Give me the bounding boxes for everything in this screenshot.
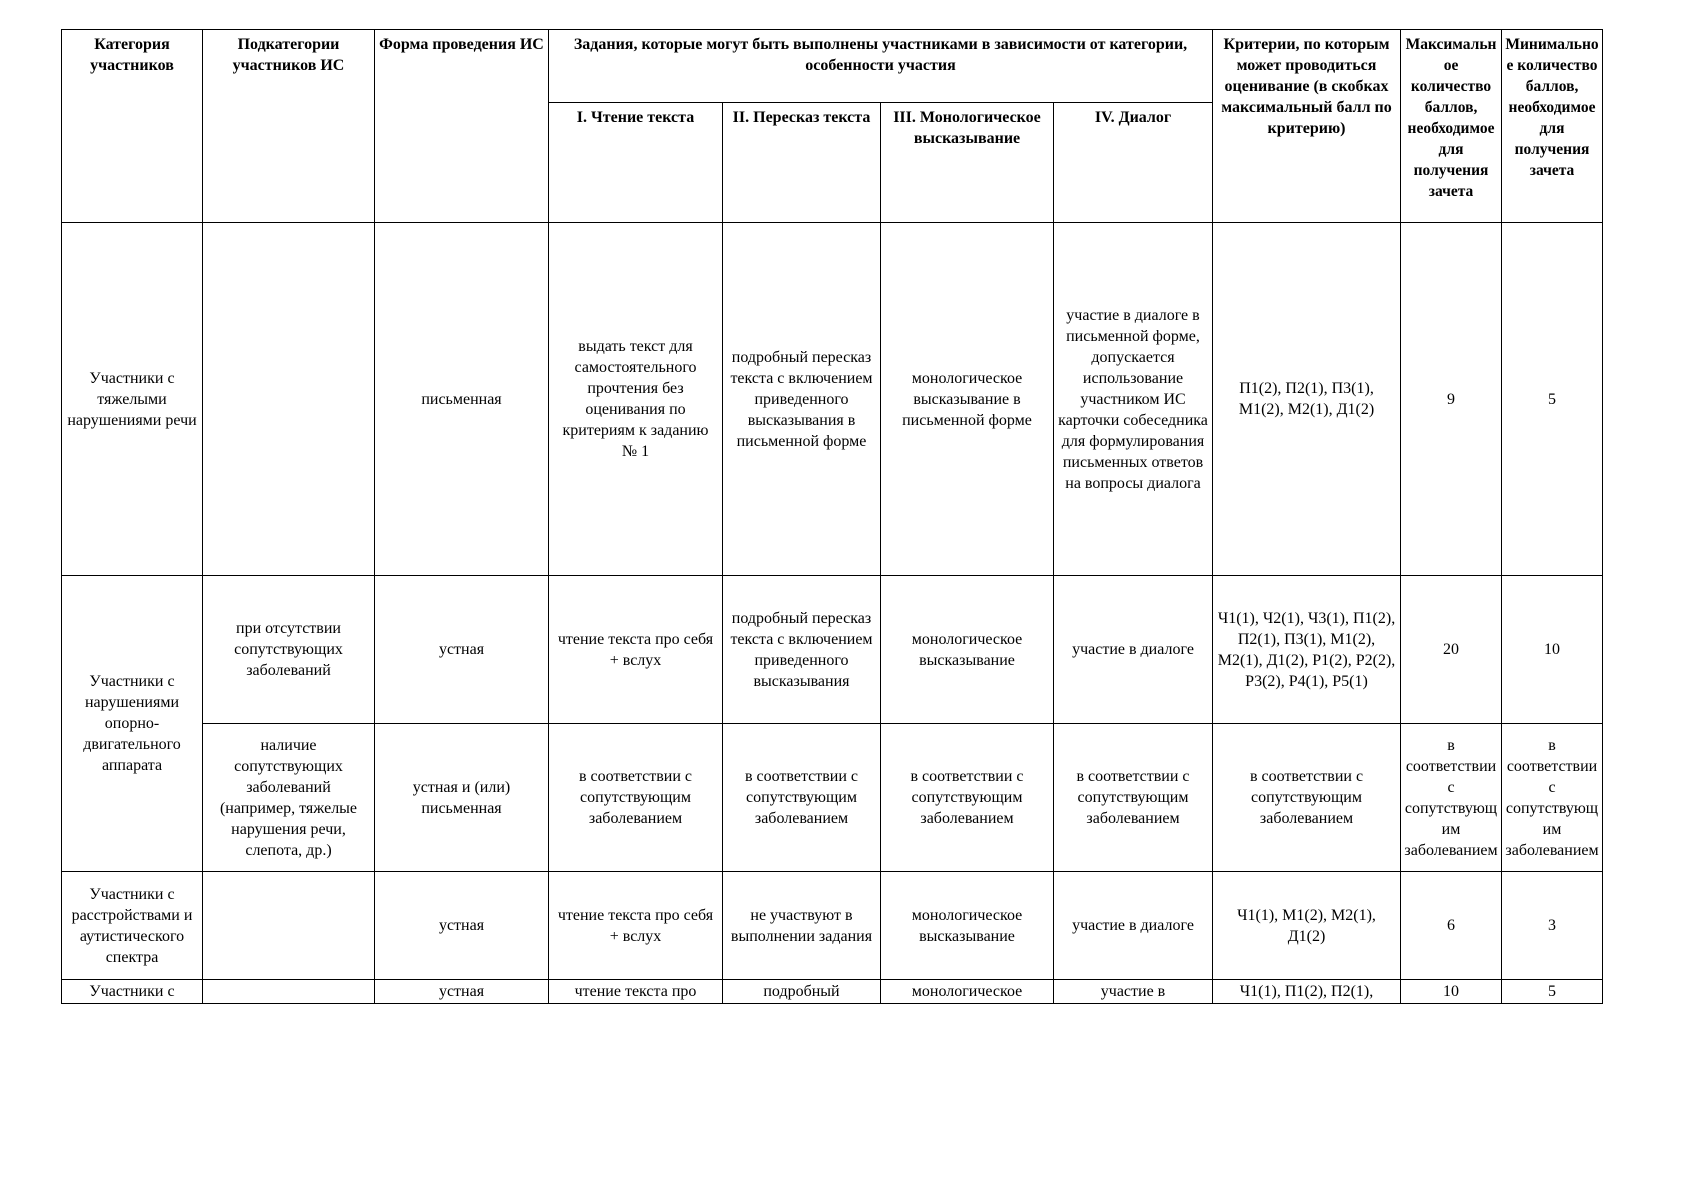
cell-monologue: монологическое высказывание в письменной форме	[881, 223, 1054, 576]
cell-reading: чтение текста про себя + вслух	[549, 872, 723, 980]
cell-form: устная	[375, 980, 549, 1004]
cell-retelling: в соответствии с сопутствующим заболеванием	[723, 724, 881, 872]
cell-reading: чтение текста про	[549, 980, 723, 1004]
cell-retelling: подробный пересказ текста с включением приведенного высказывания в письменной форме	[723, 223, 881, 576]
header-min-score: Минимальное количество баллов, необходимое для получения зачета	[1502, 30, 1603, 223]
table-row	[62, 576, 1603, 724]
header-form: Форма проведения ИС	[375, 30, 549, 223]
cell-subcategory	[203, 980, 375, 1004]
header-task-retelling: II. Пересказ текста	[723, 103, 881, 223]
cell-form: письменная	[375, 223, 549, 576]
cell-criteria: Ч1(1), М1(2), М2(1), Д1(2)	[1213, 872, 1401, 980]
cell-max-score: 20	[1401, 576, 1502, 724]
header-row	[62, 30, 1603, 103]
cell-dialogue: в соответствии с сопутствующим заболеванием	[1054, 724, 1213, 872]
cell-max-score: 6	[1401, 872, 1502, 980]
cell-form: устная	[375, 872, 549, 980]
table-row	[62, 980, 1603, 1004]
cell-monologue: монологическое высказывание	[881, 576, 1054, 724]
header-task-dialogue: IV. Диалог	[1054, 103, 1213, 223]
cell-monologue: в соответствии с сопутствующим заболеванием	[881, 724, 1054, 872]
cell-dialogue: участие в	[1054, 980, 1213, 1004]
cell-retelling: подробный	[723, 980, 881, 1004]
cell-max-score: 9	[1401, 223, 1502, 576]
cell-reading: в соответствии с сопутствующим заболеванием	[549, 724, 723, 872]
table-row	[62, 223, 1603, 576]
header-task-monologue: III. Монологическое высказывание	[881, 103, 1054, 223]
assessment-table	[61, 29, 1603, 1004]
cell-min-score: в соответствии с сопутствующим заболеванием	[1502, 724, 1603, 872]
cell-category: Участники с	[62, 980, 203, 1004]
cell-criteria: Ч1(1), П1(2), П2(1),	[1213, 980, 1401, 1004]
cell-min-score: 5	[1502, 980, 1603, 1004]
cell-monologue: монологическое высказывание	[881, 872, 1054, 980]
cell-subcategory	[203, 872, 375, 980]
cell-criteria: в соответствии с сопутствующим заболеванием	[1213, 724, 1401, 872]
cell-category: Участники с нарушениями опорно-двигательного аппарата	[62, 576, 203, 872]
cell-subcategory: при отсутствии сопутствующих заболеваний	[203, 576, 375, 724]
cell-retelling: не участвуют в выполнении задания	[723, 872, 881, 980]
header-task-reading: I. Чтение текста	[549, 103, 723, 223]
table-row	[62, 724, 1603, 872]
cell-dialogue: участие в диалоге	[1054, 576, 1213, 724]
cell-criteria: П1(2), П2(1), П3(1), М1(2), М2(1), Д1(2)	[1213, 223, 1401, 576]
header-max-score: Максимальное количество баллов, необходимое для получения зачета	[1401, 30, 1502, 223]
cell-monologue: монологическое	[881, 980, 1054, 1004]
cell-reading: чтение текста про себя + вслух	[549, 576, 723, 724]
cell-retelling: подробный пересказ текста с включением приведенного высказывания	[723, 576, 881, 724]
cell-dialogue: участие в диалоге в письменной форме, допускается использование участником ИС карточки собеседника для формулирования письменных ответов на вопросы диалога	[1054, 223, 1213, 576]
cell-min-score: 3	[1502, 872, 1603, 980]
cell-dialogue: участие в диалоге	[1054, 872, 1213, 980]
cell-subcategory	[203, 223, 375, 576]
cell-subcategory: наличие сопутствующих заболеваний (например, тяжелые нарушения речи, слепота, др.)	[203, 724, 375, 872]
table-row	[62, 872, 1603, 980]
cell-min-score: 5	[1502, 223, 1603, 576]
header-category: Категория участников	[62, 30, 203, 223]
header-criteria: Критерии, по которым может проводиться оценивание (в скобках максимальный балл по критерию)	[1213, 30, 1401, 223]
cell-form: устная и (или) письменная	[375, 724, 549, 872]
cell-min-score: 10	[1502, 576, 1603, 724]
cell-form: устная	[375, 576, 549, 724]
cell-criteria: Ч1(1), Ч2(1), Ч3(1), П1(2), П2(1), П3(1), М1(2), М2(1), Д1(2), Р1(2), Р2(2), Р3(2), Р4(1), Р5(1)	[1213, 576, 1401, 724]
cell-max-score: в соответствии с сопутствующим заболеванием	[1401, 724, 1502, 872]
cell-category: Участники с расстройствами и аутистического спектра	[62, 872, 203, 980]
header-tasks-group: Задания, которые могут быть выполнены участниками в зависимости от категории, особенности участия	[549, 30, 1213, 103]
cell-reading: выдать текст для самостоятельного прочтения без оценивания по критериям к заданию № 1	[549, 223, 723, 576]
header-subcategory: Подкатегории участников ИС	[203, 30, 375, 223]
cell-category: Участники с тяжелыми нарушениями речи	[62, 223, 203, 576]
cell-max-score: 10	[1401, 980, 1502, 1004]
